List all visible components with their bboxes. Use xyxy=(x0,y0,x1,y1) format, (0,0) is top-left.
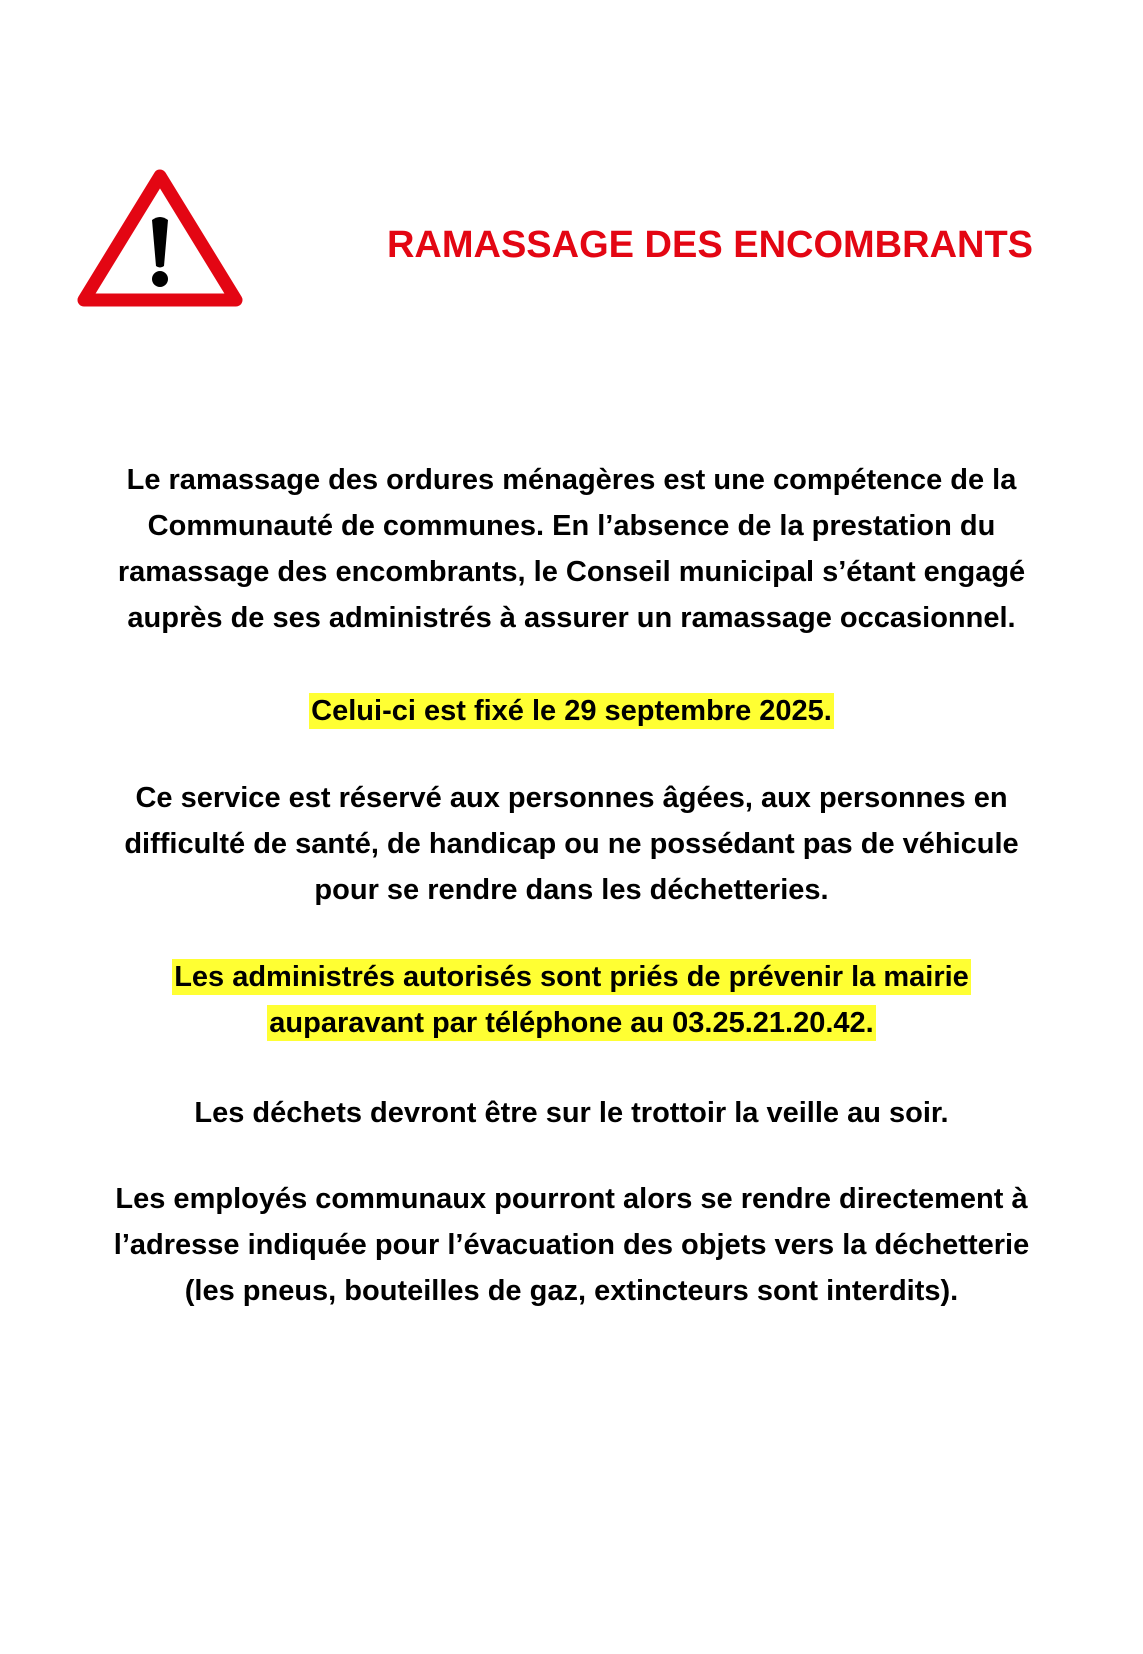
text-line: Les déchets devront être sur le trottoir la veille au soir. xyxy=(194,1097,949,1129)
text-line: auprès de ses administrés à assurer un ramassage occasionnel. xyxy=(127,602,1016,634)
paragraph-date xyxy=(40,688,1103,734)
text-line: Ce service est réservé aux personnes âgées, aux personnes en xyxy=(135,782,1008,814)
highlighted-text-line: auparavant par téléphone au 03.25.21.20.42. xyxy=(269,1007,874,1039)
text-line: Les employés communaux pourront alors se rendre directement à xyxy=(115,1183,1028,1215)
paragraph-timing xyxy=(40,1090,1103,1136)
text-line: Le ramassage des ordures ménagères est une compétence de la xyxy=(126,464,1017,496)
page-title: RAMASSAGE DES ENCOMBRANTS xyxy=(386,224,1034,266)
text-line: pour se rendre dans les déchetteries. xyxy=(314,874,829,906)
paragraph-contact xyxy=(40,954,1103,1046)
paragraph-intro xyxy=(40,457,1103,641)
text-line: (les pneus, bouteilles de gaz, extincteurs sont interdits). xyxy=(184,1275,959,1307)
text-line: Communauté de communes. En l’absence de la prestation du xyxy=(147,510,996,542)
highlighted-text-line: Les administrés autorisés sont priés de prévenir la mairie xyxy=(174,961,969,993)
paragraph-eligibility xyxy=(40,775,1103,913)
warning-icon xyxy=(76,168,244,310)
text-line: ramassage des encombrants, le Conseil municipal s’étant engagé xyxy=(117,556,1026,588)
text-line: l’adresse indiquée pour l’évacuation des objets vers la déchetterie xyxy=(113,1229,1030,1261)
paragraph-collection xyxy=(40,1176,1103,1314)
text-line: difficulté de santé, de handicap ou ne possédant pas de véhicule xyxy=(124,828,1019,860)
highlighted-text-line: Celui-ci est fixé le 29 septembre 2025. xyxy=(311,695,832,727)
